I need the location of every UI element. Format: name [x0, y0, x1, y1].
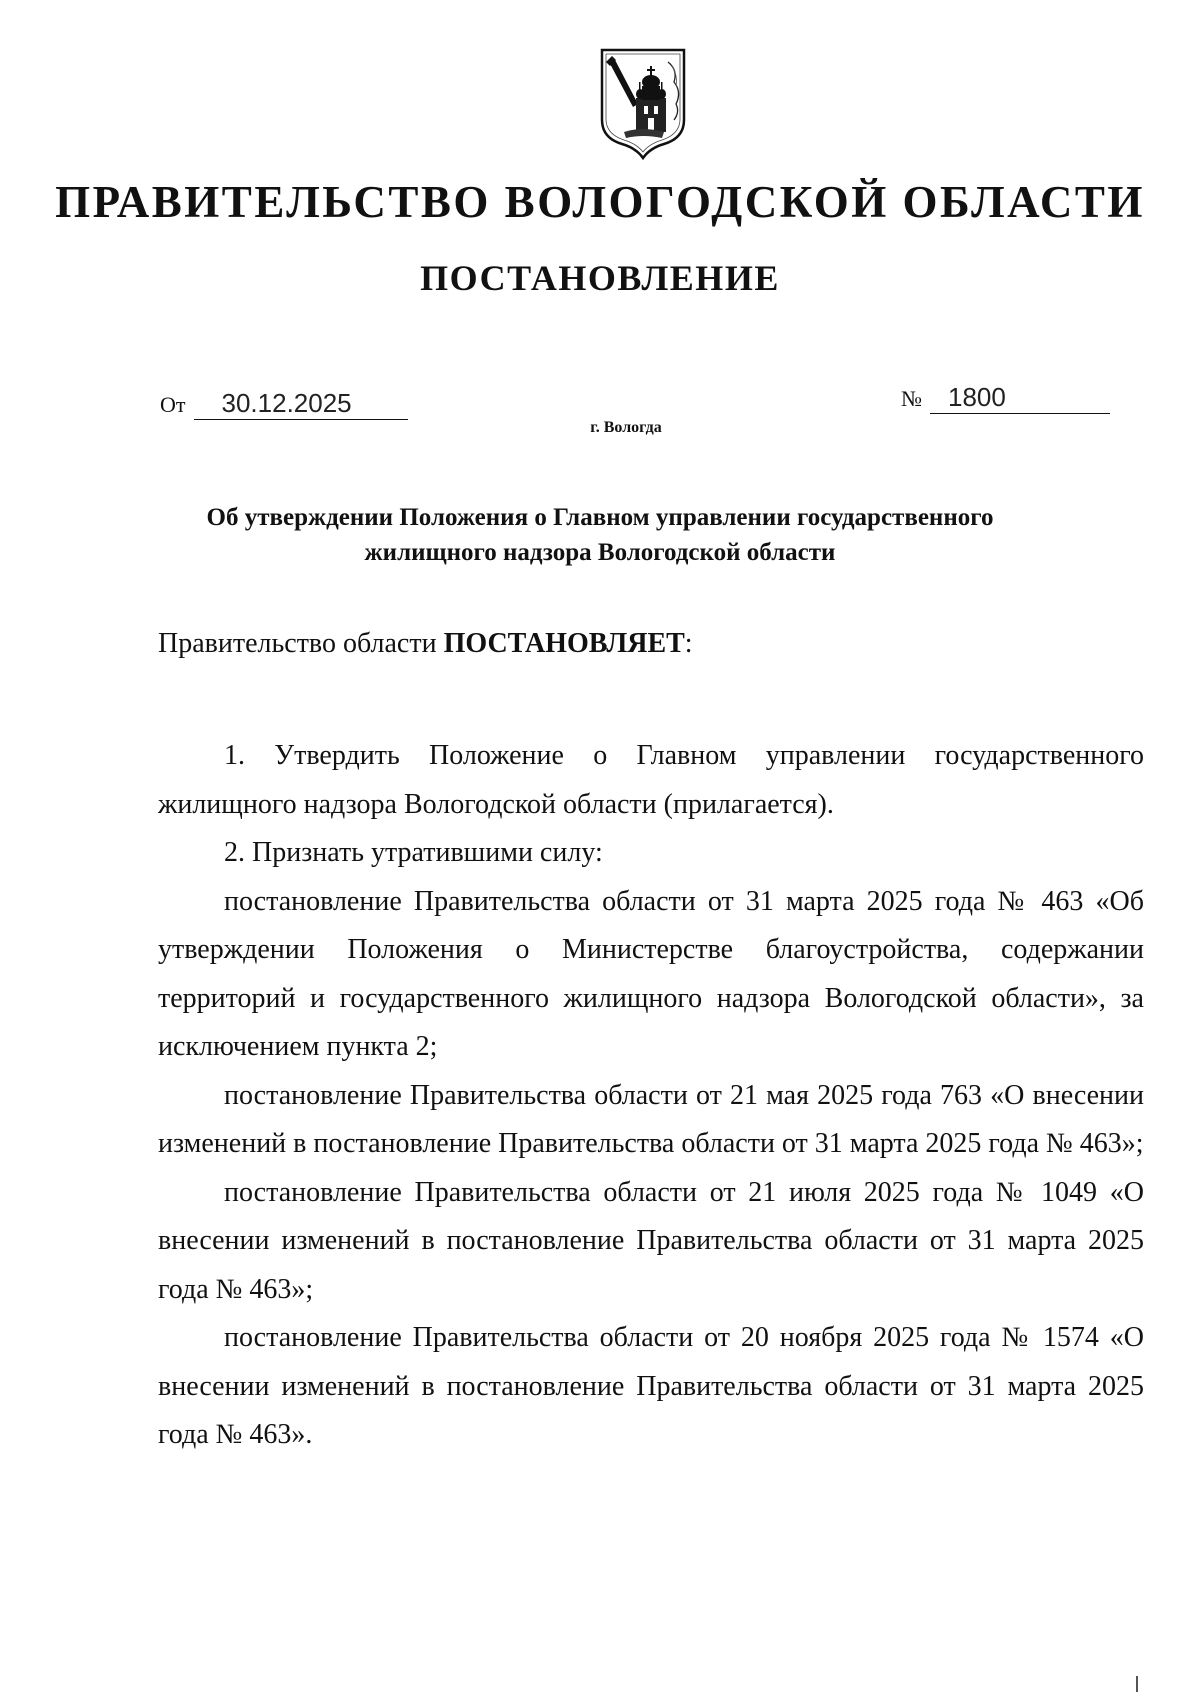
paragraph-4: постановление Правительства области от 21 мая 2025 года 763 «О внесении изменений в постановление Правительства области от 31 марта 2025 года № 463»;: [158, 1079, 1144, 1159]
intro-emphasis: ПОСТАНОВЛЯЕТ: [443, 628, 685, 659]
document-date: 30.12.2025: [194, 390, 408, 420]
decree-intro: [158, 630, 693, 658]
scan-edge-mark: [1136, 1676, 1138, 1692]
coat-of-arms-icon: [598, 46, 688, 164]
paragraph-2: 2. Признать утратившими силу:: [224, 837, 603, 868]
document-type: ПОСТАНОВЛЕНИЕ: [420, 258, 780, 298]
document-body: [158, 732, 1144, 1460]
document-number: 1800: [930, 384, 1110, 414]
document-subject: [150, 500, 1050, 570]
intro-tail: :: [684, 628, 693, 659]
date-label: От: [160, 392, 186, 417]
city: г. Вологда: [590, 419, 662, 436]
paragraph-3: постановление Правительства области от 31 марта 2025 года № 463 «Об утверждении Положения о Министерстве благоустройства, содержании территорий и государственного жилищного надзора Вологодской области», за исключением пункта 2;: [158, 885, 1144, 1062]
paragraph-1: 1. Утвердить Положение о Главном управлении государственного жилищного надзора Вологодской области (прилагается).: [158, 740, 1144, 820]
number-block: [901, 384, 1110, 414]
intro-text: Правительство области: [158, 628, 444, 659]
subject-line-1: Об утверждении Положения о Главном управлении государственного: [206, 504, 994, 531]
paragraph-6: постановление Правительства области от 20 ноября 2025 года № 1574 «О внесении изменений в постановление Правительства области от 31 марта 2025 года № 463».: [158, 1322, 1144, 1450]
government-title: ПРАВИТЕЛЬСТВО ВОЛОГОДСКОЙ ОБЛАСТИ: [55, 177, 1145, 227]
number-label: №: [901, 386, 922, 411]
paragraph-5: постановление Правительства области от 21 июля 2025 года № 1049 «О внесении изменений в постановление Правительства области от 31 марта 2025 года № 463»;: [158, 1176, 1144, 1305]
subject-line-2: жилищного надзора Вологодской области: [364, 539, 836, 566]
date-block: [160, 390, 408, 420]
